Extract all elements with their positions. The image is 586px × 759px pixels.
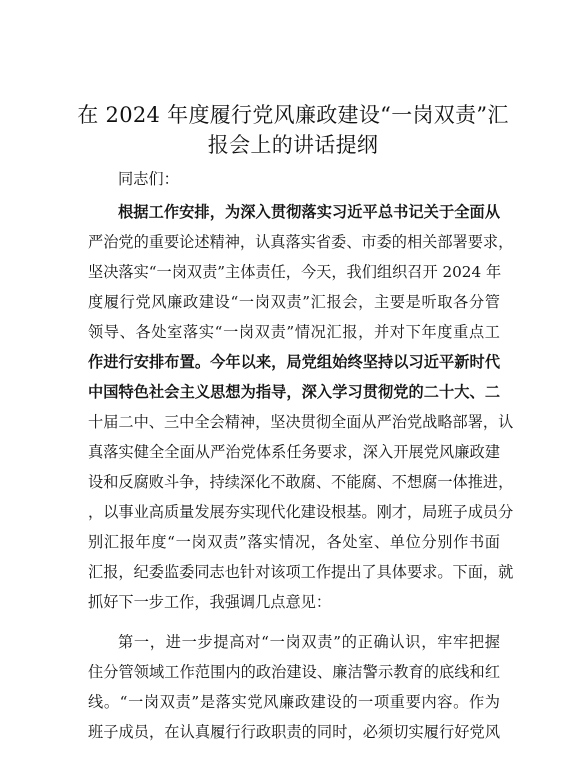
- paragraph-1-line: 设和反腐败斗争，持续深化不敢腐、不能腐、不想腐一体推进，: [88, 473, 514, 491]
- document-title-line-2: 报会上的讲话提纲: [207, 133, 379, 157]
- paragraph-1-line: 十届二中、三中全会精神，坚决贯彻全面从严治党战略部署，认: [88, 413, 514, 431]
- document-title-line-1: 在 2024 年度履行党风廉政建设“一岗双责”汇: [77, 103, 509, 127]
- paragraph-1-line: 真落实健全全面从严治党体系任务要求，深入开展党风廉政建: [88, 443, 500, 461]
- paragraph-1-line: 汇报，纪委监委同志也针对该项工作提出了具体要求。下面，就: [88, 563, 514, 581]
- paragraph-2-line: 第一，进一步提高对“一岗双责”的正确认识，牢牢把握: [118, 633, 500, 651]
- paragraph-1-line: 根据工作安排，为深入贯彻落实习近平总书记关于全面从: [118, 203, 500, 221]
- paragraph-1-line: 度履行党风廉政建设“一岗双责”汇报会，主要是听取各分管: [88, 293, 500, 311]
- paragraph-1-line: 作进行安排布置。今年以来，局党组始终坚持以习近平新时代: [88, 353, 500, 371]
- paragraph-1-line: 坚决落实“一岗双责”主体责任，今天，我们组织召开 2024 年: [88, 263, 502, 281]
- paragraph-2-line: 住分管领域工作范围内的政治建设、廉洁警示教育的底线和红: [88, 663, 500, 681]
- paragraph-1-line: 严治党的重要论述精神，认真落实省委、市委的相关部署要求，: [88, 233, 514, 251]
- paragraph-1-line: 别汇报年度“一岗双责”落实情况，各处室、单位分别作书面: [88, 533, 500, 551]
- paragraph-1-line: 领导、各处室落实“一岗双责”情况汇报，并对下年度重点工: [88, 323, 500, 341]
- greeting: 同志们：: [118, 170, 179, 188]
- paragraph-1-line: 中国特色社会主义思想为指导，深入学习贯彻党的二十大、二: [88, 383, 500, 401]
- paragraph-2-line: 线。“一岗双责”是落实党风廉政建设的一项重要内容。作为: [88, 693, 500, 711]
- paragraph-2-line: 班子成员，在认真履行行政职责的同时，必须切实履行好党风: [88, 723, 500, 741]
- paragraph-1-line: 抓好下一步工作，我强调几点意见：: [88, 593, 331, 611]
- paragraph-1-line: ，以事业高质量发展夯实现代化建设根基。刚才，局班子成员分: [88, 503, 514, 521]
